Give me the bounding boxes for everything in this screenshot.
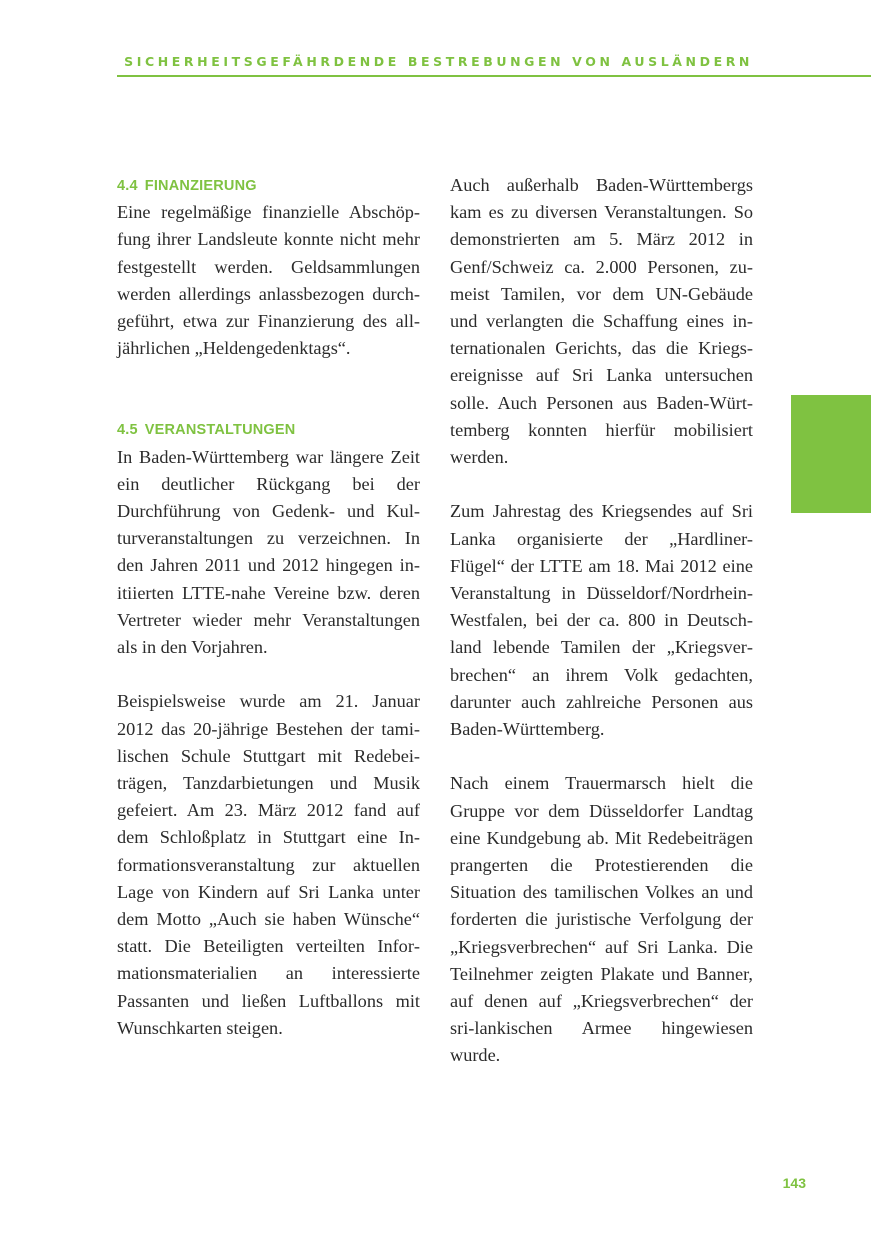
left-column xyxy=(117,172,420,1042)
header-rule xyxy=(117,75,871,77)
chapter-tab-marker xyxy=(791,395,871,513)
section-number: 4.4 xyxy=(117,178,138,194)
section-heading-finanzierung xyxy=(117,172,420,199)
paragraph-finanzierung: Eine regelmäßige finanzielle Abschöpfung ihrer Landsleute konnte nicht mehr festgestellt werden. Geldsammlungen werden allerdings anlassbezogen durchgeführt, etwa zur Finanzierung des alljährlichen „Heldengedenktags“. xyxy=(117,202,420,359)
running-title: SICHERHEITSGEFÄHRDENDE BESTREBUNGEN VON AUSLÄNDERN xyxy=(124,54,753,69)
section-number: 4.5 xyxy=(117,422,138,439)
page-number: 143 xyxy=(782,1175,806,1191)
section-title: FINANZIERUNG xyxy=(144,178,257,194)
paragraph-veranstaltungen-1: In Baden-Württemberg war längere Zeit ein deutlicher Rückgang bei der Durchführung von Gedenk- und Kulturveranstaltungen zu verzeichnen. In den Jahren 2011 und 2012 hingegen initiierten LTTE-nahe Vereine bzw. deren Vertreter wieder mehr Veranstaltungen als in den Vorjahren. xyxy=(117,446,420,658)
paragraph-trauermarsch: Nach einem Trauermarsch hielt die Gruppe vor dem Düsseldorfer Landtag eine Kundgebung ab. Mit Redebeiträgen prangerten die Protestierenden die Situation des tamilischen Volkes an und forderten die juristische Verfolgung der „Kriegsverbrechen“ auf Sri Lanka. Die Teilnehmer zeigten Plakate und Banner, auf denen auf „Kriegsverbrechen“ der sri-lankischen Armee hingewiesen wurde. xyxy=(450,773,753,1066)
section-heading-veranstaltungen xyxy=(117,416,420,443)
paragraph-jahrestag: Zum Jahrestag des Kriegsendes auf Sri Lanka organisierte der „Hardliner-Flügel“ der LTTE am 18. Mai 2012 eine Veranstaltung in Düsseldorf/Nordrhein-Westfalen, bei der ca. 800 in Deutschland lebende Tamilen der „Kriegsverbrechen“ an ihrem Volk gedachten, darunter auch zahlreiche Personen aus Baden-Württemberg. xyxy=(450,501,753,740)
section-title: VERANSTALTUNGEN xyxy=(144,422,296,439)
right-column xyxy=(450,172,753,1070)
paragraph-veranstaltungen-2: Beispielsweise wurde am 21. Januar 2012 das 20-jährige Bestehen der tamilischen Schule Stuttgart mit Redebeiträgen, Tanzdarbietungen und Musik gefeiert. Am 23. März 2012 fand auf dem Schloßplatz in Stuttgart eine Informationsveranstaltung zur aktuellen Lage von Kindern auf Sri Lanka unter dem Motto „Auch sie haben Wünsche“ statt. Die Beteiligten verteilten Informationsmaterialien an interessierte Passanten und ließen Luftballons mit Wunschkarten steigen. xyxy=(117,691,420,1038)
paragraph-genf: Auch außerhalb Baden-Württembergs kam es zu diversen Veranstaltungen. So demonstrierten am 5. März 2012 in Genf/Schweiz ca. 2.000 Personen, zumeist Tamilen, vor dem UN-Gebäude und verlangten die Schaffung eines internationalen Gerichts, das die Kriegsereignisse auf Sri Lanka untersuchen solle. Auch Personen aus Baden-Württemberg konnten hierfür mobilisiert werden. xyxy=(450,175,753,468)
